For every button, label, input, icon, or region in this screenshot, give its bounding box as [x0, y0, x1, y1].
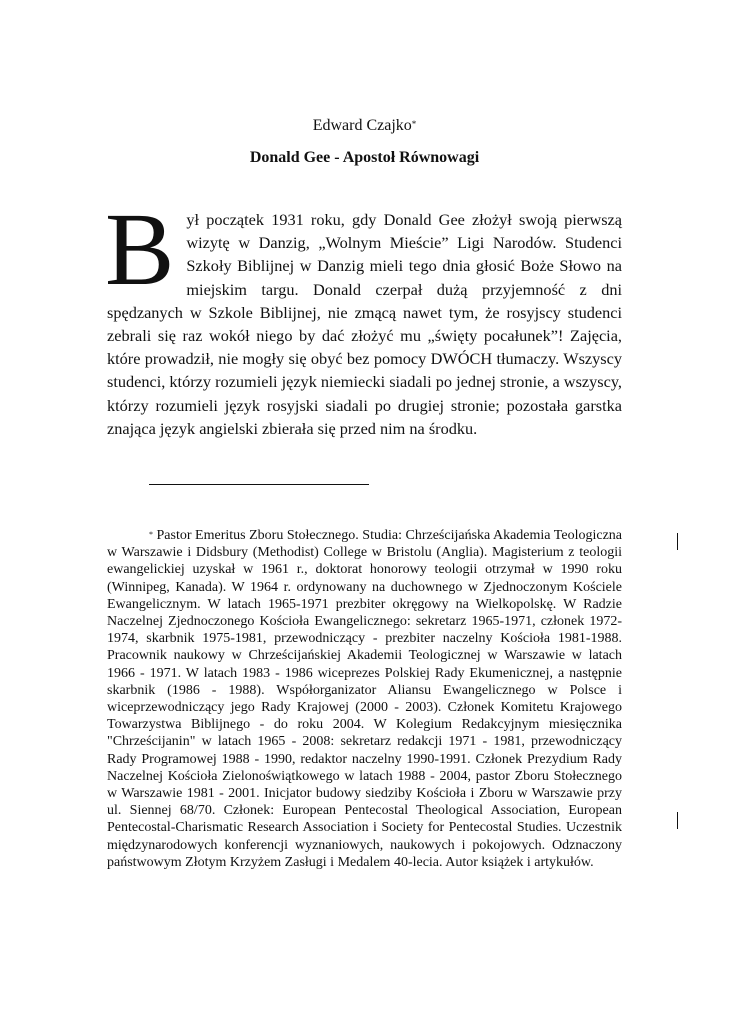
margin-change-bar-bottom	[677, 812, 678, 829]
article-title: Donald Gee - Apostoł Równowagi	[249, 149, 480, 166]
body-paragraph	[105, 192, 622, 440]
body-paragraph-text: ył początek 1931 roku, gdy Donald Gee złożył swoją pierwszą wizytę w Danzig, „Wolnym Mieście” Ligi Narodów. Studenci Szkoły Biblijnej w Danzig mieli tego dnia głosić Boże Słowo na miejskim targu. Donald czerpał dużą przyjemność z dni spędzanych w Szkole Biblijnej, nie zmącą nawet tym, że rosyjscy studenci zebrali się raz wokół niego by dać złożyć mu „święty pocałunek”! Zajęcia, które prowadził, nie mogły się obyć bez pomocy DWÓCH tłumaczy. Wszyscy studenci, którzy rozumieli język niemiecki siadali po jednej stronie, a wszyscy, którzy rozumieli język rosyjski siadali po drugiej stronie; pozostała garstka znająca język angielski zbierała się przed nim na środku.	[107, 210, 622, 438]
drop-cap-letter: B	[105, 192, 175, 307]
footnote	[107, 527, 622, 871]
margin-change-bar-top	[677, 533, 678, 550]
footnote-mark: *	[149, 530, 153, 539]
footnote-text: Pastor Emeritus Zboru Stołecznego. Studia: Chrześcijańska Akademia Teologiczna w Warszawie i Didsbury (Methodist) College w Bristolu (Anglia). Magisterium z teologii ewangelickiej uzyskał w 1961 r., doktorat honorowy teologii otrzymał w 1990 roku (Winnipeg, Kanada). W 1964 r. ordynowany na duchownego w Zjednoczonym Kościele Ewangelicznym. W latach 1965-1971 prezbiter okręgowy na Wielkopolskę. W Radzie Naczelnej Zjednoczonego Kościoła Ewangelicznego: sekretarz 1965-1971, członek 1972-1974, skarbnik 1975-1981, przewodniczący - prezbiter naczelny Kościoła 1981-1988. Pracownik naukowy w Chrześcijańskiej Akademii Teologicznej w Warszawie w latach 1966 - 1971. W latach 1983 - 1986 wiceprezes Polskiej Rady Ekumenicznej, a następnie skarbnik (1986 - 1988). Współorganizator Aliansu Ewangelicznego w Polsce i wiceprzewodniczący jego Rady Krajowej (2000 - 2003). Członek Komitetu Krajowego Towarzystwa Biblijnego - do roku 2004. W Kolegium Redakcyjnym miesięcznika "Chrześcijanin" w latach 1965 - 2008: sekretarz redakcji 1971 - 1981, przewodniczący Rady Programowej 1988 - 1990, redaktor naczelny 1990-1991. Członek Prezydium Rady Naczelnej Kościoła Zielonoświątkowego w latach 1988 - 2004, pastor Zboru Stołecznego w Warszawie 1981 - 2001. Inicjator budowy siedziby Kościoła i Zboru w Warszawie przy ul. Siennej 68/70. Członek: European Pentecostal Theological Association, European Pentecostal-Charismatic Research Association i Society for Pentecostal Studies. Uczestnik międzynarodowych konferencji wyznaniowych, naukowych i pokojowych. Odznaczony państwowym Złotym Krzyżem Zasługi i Medalem 40-lecia. Autor książek i artykułów.	[107, 528, 622, 870]
author-footnote-mark: *	[411, 119, 417, 129]
author-line	[0, 116, 729, 136]
author-name: Edward Czajko	[312, 117, 412, 134]
footnote-separator-rule	[149, 484, 369, 485]
